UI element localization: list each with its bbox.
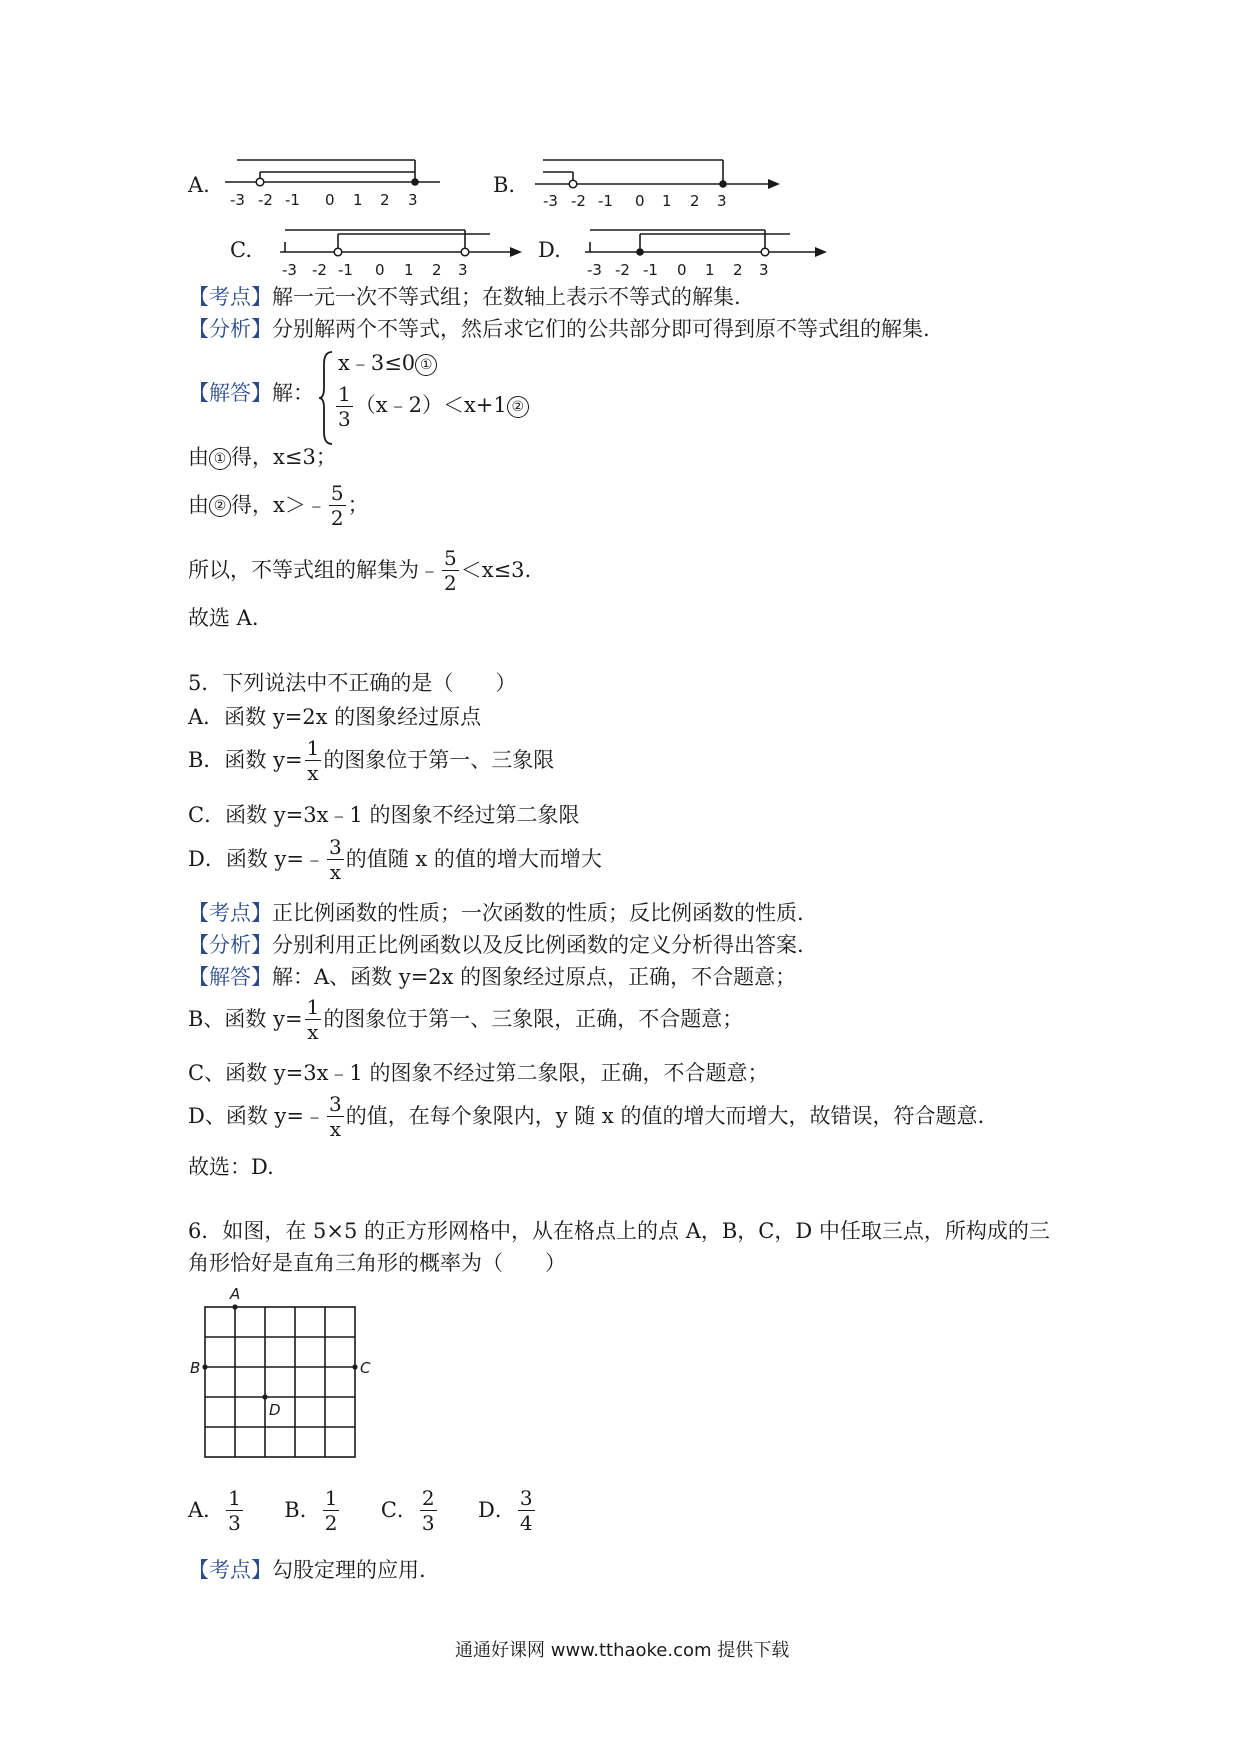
q6-stem-line2: 角形恰好是直角三角形的概率为（ ） <box>188 1251 566 1275</box>
tick-label: -2 <box>312 261 327 279</box>
kaodian-tag: 【考点】 <box>188 901 272 925</box>
q4-step1: 由 ① 得，x≤3； <box>188 445 337 469</box>
tick-label: 3 <box>458 261 468 279</box>
tick-label: 3 <box>408 191 418 209</box>
eq2-fraction: $\frac{1}{3}$ <box>338 382 351 431</box>
label-d: D <box>269 1401 281 1419</box>
kaodian-tag: 【考点】 <box>188 285 272 309</box>
footer-text: 通通好课网 www.tthaoke.com 提供下载 <box>455 1640 790 1661</box>
tick-label: 2 <box>432 261 442 279</box>
tick-label: -3 <box>543 192 558 210</box>
numberline-option-d <box>585 220 835 282</box>
option-b-label: B. <box>493 173 516 197</box>
circled-two: ② <box>209 495 231 517</box>
tick-label: -2 <box>615 261 630 279</box>
q4-jieda <box>188 383 314 404</box>
jieda-tag: 【解答】 <box>188 381 272 405</box>
option-label: C． <box>380 1498 418 1522</box>
q6-kaodian <box>188 1560 426 1581</box>
tick-label: 1 <box>705 261 715 279</box>
fenxi-tag: 【分析】 <box>188 933 272 957</box>
option-d-label: D. <box>538 238 561 262</box>
fenxi-text: 分别利用正比例函数以及反比例函数的定义分析得出答案. <box>272 933 804 957</box>
tick-label: 0 <box>635 192 645 210</box>
point-b <box>202 1364 207 1369</box>
point-d <box>262 1394 267 1399</box>
jieda-tag: 【解答】 <box>188 965 272 989</box>
option-label: B． <box>284 1498 321 1522</box>
fraction: $\frac{5}{2}$ <box>444 546 457 595</box>
q5-stem: 5．下列说法中不正确的是（ ） <box>188 671 517 695</box>
point-c <box>352 1364 357 1369</box>
tick-label: -2 <box>571 192 586 210</box>
tick-label: -3 <box>587 261 602 279</box>
numberline-option-b <box>535 150 785 212</box>
kaodian-text: 解一元一次不等式组；在数轴上表示不等式的解集. <box>272 285 741 309</box>
eq2-text: （x﹣2）＜x+1 <box>354 393 507 417</box>
label-c: C <box>360 1359 371 1377</box>
tick-label: 0 <box>677 261 687 279</box>
label-b: B <box>190 1359 201 1377</box>
fraction: $\frac{2}{3}$ <box>421 1486 435 1535</box>
q5-kaodian <box>188 903 804 924</box>
option-label: D． <box>478 1498 516 1522</box>
tick-label: -1 <box>338 261 353 279</box>
q4-step2: 由 ② 得，x＞﹣ $\frac{5}{2}$ ； <box>188 481 369 530</box>
tick-label: -1 <box>598 192 613 210</box>
system-eq2 <box>334 384 529 429</box>
kaodian-tag: 【考点】 <box>188 1558 272 1582</box>
fraction: $\frac{1}{x}$ <box>306 736 320 785</box>
tick-label: 3 <box>759 261 769 279</box>
numberline-option-c <box>280 220 530 282</box>
fraction: $\frac{1}{x}$ <box>306 995 320 1044</box>
fraction: $\frac{3}{x}$ <box>328 835 342 884</box>
q5-solution-b: B、函数 y= $\frac{1}{x}$ 的图象位于第一、三象限，正确，不合题意； <box>188 995 744 1044</box>
fraction: $\frac{3}{x}$ <box>328 1092 342 1141</box>
fraction: $\frac{5}{2}$ <box>330 481 344 530</box>
q5-option-d: D．函数 y=﹣ $\frac{3}{x}$ 的值随 x 的值的增大而增大 <box>188 835 602 884</box>
tick-label: -1 <box>643 261 658 279</box>
circled-one: ① <box>415 354 437 376</box>
kaodian-text: 勾股定理的应用. <box>272 1558 426 1582</box>
q4-kaodian <box>188 287 741 308</box>
q5-solution-c: C、函数 y=3x﹣1 的图象不经过第二象限，正确，不合题意； <box>188 1061 769 1085</box>
tick-label: 0 <box>375 261 385 279</box>
tick-label: -3 <box>282 261 297 279</box>
point-a <box>232 1304 237 1309</box>
tick-label: 3 <box>717 192 727 210</box>
q5-fenxi <box>188 935 804 956</box>
q5-option-c: C．函数 y=3x﹣1 的图象不经过第二象限 <box>188 803 580 827</box>
q4-answer: 故选 A. <box>188 606 259 630</box>
fenxi-text: 分别解两个不等式，然后求它们的公共部分即可得到原不等式组的解集. <box>272 317 930 341</box>
tick-label: -1 <box>285 191 300 209</box>
fraction: $\frac{1}{2}$ <box>324 1486 338 1535</box>
fenxi-tag: 【分析】 <box>188 317 272 341</box>
numberline-option-a <box>225 150 445 212</box>
jieda-text: 解：A、函数 y=2x 的图象经过原点，正确，不合题意； <box>272 965 797 989</box>
q5-answer: 故选：D. <box>188 1155 274 1179</box>
tick-label: 1 <box>353 191 363 209</box>
jieda-lead: 解： <box>272 381 314 405</box>
eq1-text: x﹣3≤0 <box>338 351 416 375</box>
circled-one: ① <box>209 448 231 470</box>
label-a: A <box>230 1285 241 1303</box>
tick-label: 2 <box>733 261 743 279</box>
q5-option-b: B．函数 y= $\frac{1}{x}$ 的图象位于第一、三象限 <box>188 736 555 785</box>
q5-solution-d: D、函数 y=﹣ $\frac{3}{x}$ 的值，在每个象限内，y 随 x 的值的增大而增大，故错误，符合题意. <box>188 1092 985 1141</box>
circled-two: ② <box>507 396 529 418</box>
option-c-label: C. <box>230 238 252 262</box>
tick-label: 2 <box>380 191 390 209</box>
q5-jieda <box>188 967 796 988</box>
tick-label: 2 <box>690 192 700 210</box>
fraction: $\frac{1}{3}$ <box>228 1486 241 1535</box>
q4-fenxi <box>188 319 930 340</box>
tick-label: -2 <box>258 191 273 209</box>
fraction: $\frac{3}{4}$ <box>519 1486 533 1535</box>
tick-label: 1 <box>662 192 672 210</box>
q6-stem-line1: 6．如图，在 5×5 的正方形网格中，从在格点上的点 A，B，C，D 中任取三点，所构成的三 <box>188 1219 1050 1243</box>
tick-label: -3 <box>230 191 245 209</box>
system-eq1 <box>338 353 437 376</box>
q5-option-a: A．函数 y=2x 的图象经过原点 <box>188 705 482 729</box>
kaodian-text: 正比例函数的性质；一次函数的性质；反比例函数的性质. <box>272 901 804 925</box>
tick-label: 1 <box>404 261 414 279</box>
grid-figure <box>190 1285 380 1475</box>
tick-label: 0 <box>325 191 335 209</box>
option-a-label: A. <box>188 173 210 197</box>
q4-conclusion: 所以，不等式组的解集为﹣ $\frac{5}{2}$ ＜x≤3. <box>188 546 532 595</box>
option-label: A． <box>188 1498 225 1522</box>
q6-options <box>188 1488 537 1533</box>
